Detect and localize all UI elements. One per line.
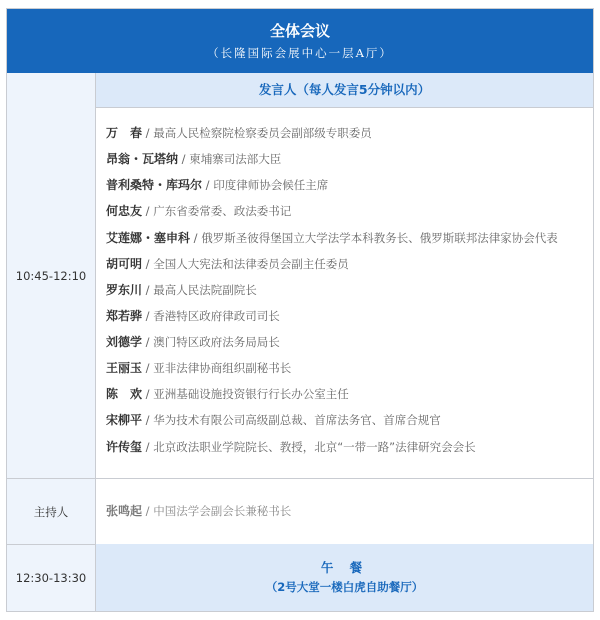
lunch-time: 12:30-13:30	[7, 545, 96, 611]
separator: /	[142, 335, 154, 349]
speaker-name: 王丽玉	[106, 361, 143, 375]
separator: /	[142, 257, 154, 271]
separator: /	[190, 231, 202, 245]
host-role: 中国法学会副会长兼秘书长	[153, 504, 292, 518]
separator: /	[142, 204, 154, 218]
host-entry	[106, 502, 291, 520]
speaker-item	[106, 307, 280, 325]
speaker-item	[106, 255, 349, 273]
agenda-table	[6, 8, 594, 612]
separator: /	[142, 309, 154, 323]
speakers-time: 10:45-12:10	[7, 73, 96, 478]
lunch-cell	[96, 544, 593, 611]
host-label: 主持人	[7, 479, 96, 544]
speaker-name: 普利桑特・库玛尔	[106, 178, 203, 192]
speaker-role: 最高人民法院副院长	[153, 283, 257, 297]
speaker-name: 昂翁・瓦塔纳	[106, 152, 179, 166]
speaker-name: 刘德学	[106, 335, 143, 349]
speaker-item	[106, 176, 328, 194]
speaker-name: 万 春	[106, 126, 143, 140]
speaker-item	[106, 385, 349, 403]
speaker-name: 何忠友	[106, 204, 143, 218]
speaker-role: 最高人民检察院检察委员会副部级专职委员	[153, 126, 372, 140]
separator: /	[142, 126, 154, 140]
lunch-location: （2号大堂一楼白虎自助餐厅）	[265, 580, 424, 594]
session-location: （长隆国际会展中心一层A厅）	[207, 46, 393, 60]
speaker-name: 艾莲娜・塞申科	[106, 231, 191, 245]
speaker-name: 罗东川	[106, 283, 143, 297]
separator: /	[142, 283, 154, 297]
speaker-role: 澳门特区政府法务局局长	[153, 335, 280, 349]
speaker-name: 胡可明	[106, 257, 143, 271]
speaker-role: 北京政法职业学院院长、教授，北京“一带一路”法律研究会会长	[153, 440, 476, 454]
separator: /	[178, 152, 190, 166]
host-name: 张鸣起	[106, 504, 143, 518]
session-title: 全体会议	[269, 22, 330, 40]
speaker-name: 陈 欢	[106, 387, 143, 401]
speaker-name: 许传玺	[106, 440, 143, 454]
separator: /	[142, 387, 154, 401]
lunch-title: 午 餐	[320, 560, 369, 575]
speaker-role: 印度律师协会候任主席	[213, 178, 329, 192]
speaker-item	[106, 281, 257, 299]
separator: /	[142, 361, 154, 375]
speaker-role: 柬埔寨司法部大臣	[189, 152, 282, 166]
speaker-item	[106, 411, 441, 429]
speaker-item	[106, 150, 281, 168]
speaker-role: 广东省委常委、政法委书记	[153, 204, 292, 218]
speaker-role: 全国人大宪法和法律委员会副主任委员	[153, 257, 349, 271]
speaker-item	[106, 359, 291, 377]
speaker-role: 俄罗斯圣彼得堡国立大学法学本科教务长、俄罗斯联邦法律家协会代表	[201, 231, 558, 245]
speaker-role: 亚非法律协商组织副秘书长	[153, 361, 292, 375]
session-header	[7, 9, 593, 73]
speakers-heading: 发言人（每人发言5分钟以内）	[96, 73, 593, 108]
speaker-name: 宋柳平	[106, 413, 143, 427]
speaker-role: 香港特区政府律政司司长	[153, 309, 280, 323]
speaker-item	[106, 438, 476, 456]
separator: /	[142, 504, 154, 518]
speaker-item	[106, 229, 558, 247]
speaker-item	[106, 333, 280, 351]
separator: /	[142, 413, 154, 427]
speaker-name: 郑若骅	[106, 309, 143, 323]
speaker-role: 亚洲基础设施投资银行行长办公室主任	[153, 387, 349, 401]
host-row	[96, 478, 593, 544]
speaker-role: 华为技术有限公司高级副总裁、首席法务官、首席合规官	[153, 413, 441, 427]
speaker-item	[106, 124, 372, 142]
separator: /	[202, 178, 214, 192]
separator: /	[142, 440, 154, 454]
speaker-list	[96, 107, 593, 478]
speaker-item	[106, 202, 291, 220]
